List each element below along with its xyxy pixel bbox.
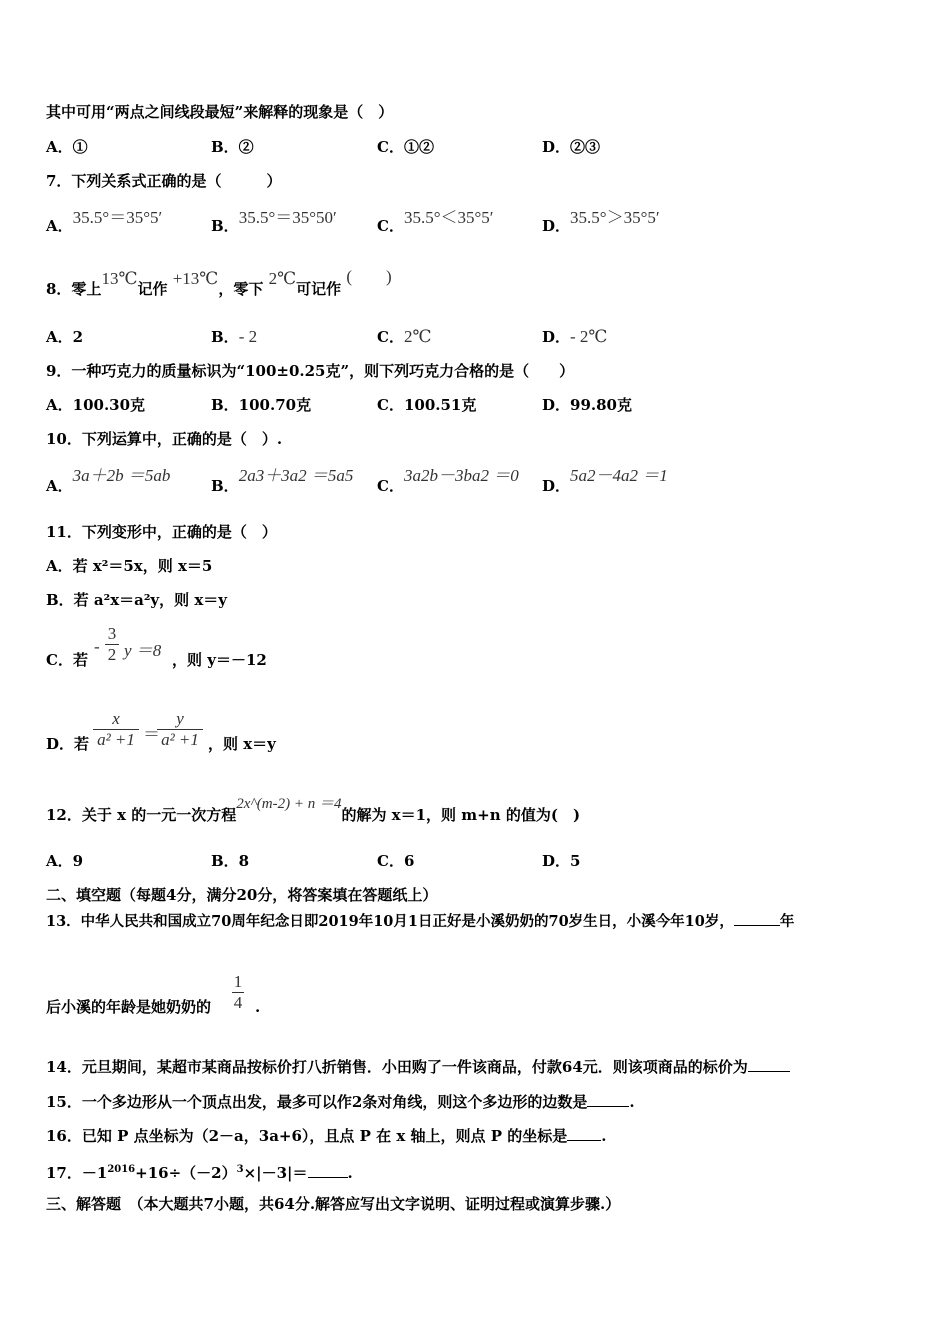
q10-option-d: D．5a2－4a2 ＝1 xyxy=(542,466,668,495)
q15: 15．一个多边形从一个顶点出发，最多可以作2条对角线，则这个多边形的边数是 . xyxy=(46,1093,635,1111)
q9-stem: 9．一种巧克力的质量标识为“100±0.25克”，则下列巧克力合格的是（ ） xyxy=(46,362,575,380)
q7-option-b: B．35.5°＝35°50′ xyxy=(211,208,337,235)
q12-equation: 2x^(m-2) + n ＝4 xyxy=(236,796,342,812)
q11-c-fraction: 3 2 xyxy=(105,624,119,665)
q14: 14．元旦期间，某超市某商品按标价打八折销售．小田购了一件该商品，付款64元．则该项商品的标价为 xyxy=(46,1057,790,1077)
q10-expr-b: 2a3＋3a2 ＝5a5 xyxy=(238,466,354,485)
q12-stem: 12．关于 x 的一元一次方程2x^(m-2) + n ＝4的解为 x＝1，则 m+n 的值为( ) xyxy=(46,796,581,824)
q8-stem: 8．零上13℃记作 +13℃，零下 2℃可记作 ( ) xyxy=(46,267,392,298)
q10-stem: 10．下列运算中，正确的是（ ）. xyxy=(46,430,283,448)
q6-stem: 其中可用“两点之间线段最短”来解释的现象是（ ） xyxy=(46,103,394,121)
q6-option-c: C．①② xyxy=(377,138,434,156)
q9-option-b: B．100.70克 xyxy=(211,396,312,414)
section-2-heading: 二、填空题（每题4分，满分20分，将答案填在答题纸上） xyxy=(46,886,438,904)
q13-line2: 后小溪的年龄是她奶奶的 xyxy=(46,998,212,1016)
q11-c-minus: - xyxy=(94,637,100,656)
q11-d-equals: ＝ xyxy=(143,725,160,744)
q11-d-conclusion: ，则 x＝y xyxy=(208,735,276,753)
q8-option-b: B．- 2 xyxy=(211,327,258,346)
q11-option-a: A．若 x²＝5x，则 x＝5 xyxy=(46,557,213,575)
q7-expr-b: 35.5°＝35°50′ xyxy=(238,208,337,227)
q11-option-c-label: C．若 xyxy=(46,651,88,669)
q9-option-d: D．99.80克 xyxy=(542,396,632,414)
q9-option-c: C．100.51克 xyxy=(377,396,477,414)
q12-option-d: D．5 xyxy=(542,852,581,870)
q7-stem: 7．下列关系式正确的是（ ） xyxy=(46,172,282,190)
q6-option-a: A．① xyxy=(46,138,88,156)
q8-option-c: C．2℃ xyxy=(377,327,432,346)
q8-option-a: A．2 xyxy=(46,328,84,346)
q12-option-b: B．8 xyxy=(211,852,250,870)
q10-expr-c: 3a2b－3ba2 ＝0 xyxy=(403,466,519,485)
section-3-heading: 三、解答题 （本大题共7小题，共64分.解答应写出文字说明、证明过程或演算步骤.） xyxy=(46,1195,621,1213)
q11-c-expr: y ＝8 xyxy=(124,641,162,660)
q8-option-d: D．- 2℃ xyxy=(542,327,608,346)
q11-option-b: B．若 a²x＝a²y，则 x＝y xyxy=(46,591,228,609)
q10-option-b: B．2a3＋3a2 ＝5a5 xyxy=(211,466,354,495)
q7-expr-a: 35.5°＝35°5′ xyxy=(72,208,163,227)
q13-fraction: 1 4 xyxy=(233,972,243,1012)
q13-end: . xyxy=(255,998,261,1016)
q10-expr-d: 5a2－4a2 ＝1 xyxy=(570,466,668,485)
q7-option-d: D．35.5°＞35°5′ xyxy=(542,208,660,235)
q11-c-conclusion: ，则 y＝－12 xyxy=(172,651,267,669)
q10-expr-a: 3a＋2b ＝5ab xyxy=(72,466,171,485)
q7-expr-d: 35.5°＞35°5′ xyxy=(570,208,660,227)
q13-line1: 13．中华人民共和国成立70周年纪念日即2019年10月1日正好是小溪奶奶的70岁生日，小溪今年10岁， 年 xyxy=(46,913,795,930)
q12-option-a: A．9 xyxy=(46,852,84,870)
q17: 17．$-1^{2016}+16\div(-2)^3\times|-3|=$ . xyxy=(46,1164,353,1182)
q11-d-fraction-left: x a² +1 xyxy=(93,709,139,750)
q10-option-a: A．3a＋2b ＝5ab xyxy=(46,466,171,495)
q6-option-b: B．② xyxy=(211,138,254,156)
q16: 16．已知 P 点坐标为（2－a，3a+6），且点 P 在 x 轴上，则点 P 的坐标是 . xyxy=(46,1127,607,1145)
q7-option-c: C．35.5°＜35°5′ xyxy=(377,208,494,235)
q11-stem: 11．下列变形中，正确的是（ ） xyxy=(46,523,277,541)
q11-option-d-label: D．若 xyxy=(46,735,90,753)
q10-option-c: C．3a2b－3ba2 ＝0 xyxy=(377,466,519,495)
q11-d-fraction-right: y a² +1 xyxy=(157,709,203,750)
q6-option-d: D．②③ xyxy=(542,138,601,156)
q12-option-c: C．6 xyxy=(377,852,415,870)
q7-expr-c: 35.5°＜35°5′ xyxy=(403,208,494,227)
q9-option-a: A．100.30克 xyxy=(46,396,146,414)
q7-option-a: A．35.5°＝35°5′ xyxy=(46,208,163,235)
